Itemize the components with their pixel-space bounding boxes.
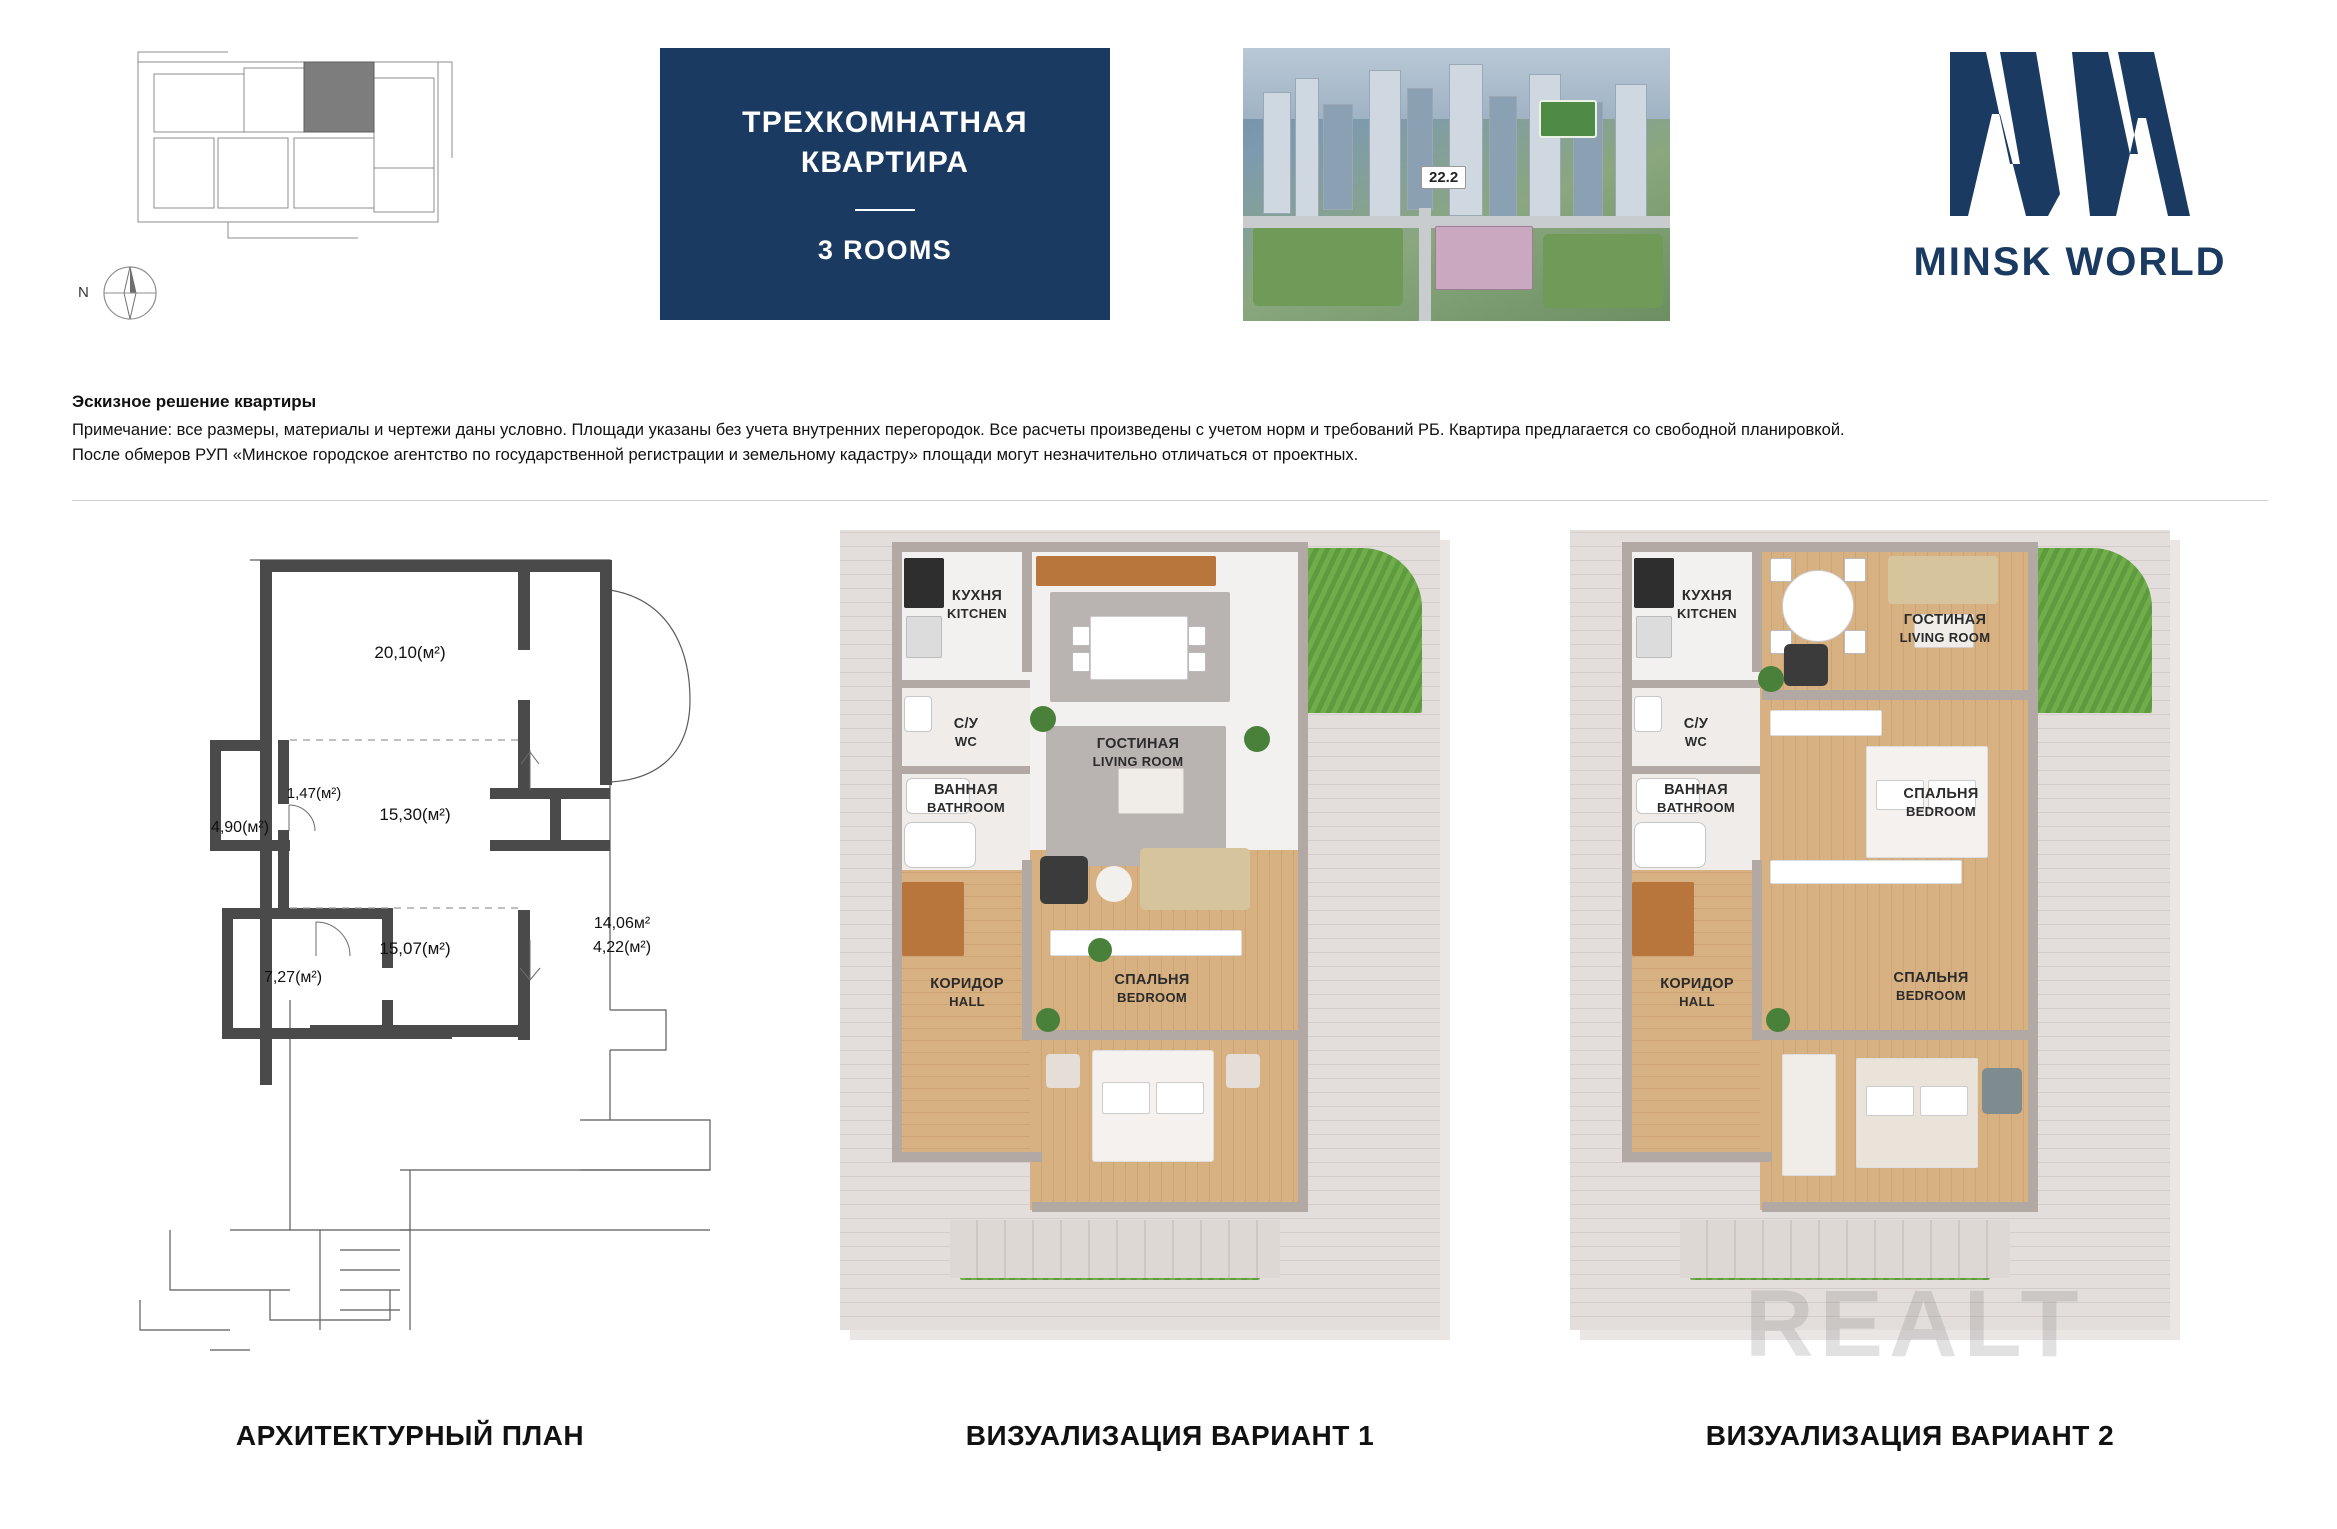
note-block bbox=[72, 392, 2272, 468]
brand-block bbox=[1880, 44, 2260, 324]
aerial-badge: 22.2 bbox=[1421, 166, 1466, 189]
room-label-ru: СПАЛЬНЯ bbox=[1114, 972, 1190, 988]
pillow bbox=[1102, 1082, 1150, 1114]
plant bbox=[1244, 726, 1270, 752]
room-label-en: KITCHEN bbox=[1677, 606, 1737, 621]
room-label-bedroom bbox=[1082, 972, 1222, 1006]
room-label-bathroom bbox=[896, 782, 1036, 816]
header-divider bbox=[72, 500, 2268, 501]
title-en: 3 ROOMS bbox=[817, 234, 953, 265]
wall-top bbox=[1622, 542, 2038, 552]
caption-architectural-plan: АРХИТЕКТУРНЫЙ ПЛАН bbox=[235, 1420, 585, 1451]
wall-bath bbox=[1630, 766, 1760, 774]
wall-bottom bbox=[1762, 1202, 2038, 1212]
area-label: 1,47(м²) bbox=[286, 785, 342, 802]
aerial-tower bbox=[1323, 104, 1353, 210]
room-label-ru: ГОСТИНАЯ bbox=[1096, 736, 1180, 752]
wall-bottom bbox=[1032, 1202, 1308, 1212]
desk bbox=[1770, 710, 1882, 736]
room-label-bedroom-1 bbox=[1866, 786, 2016, 820]
pillow bbox=[1920, 1086, 1968, 1116]
note-line-1: Примечание: все размеры, материалы и чертежи даны условно. Площади указаны без учета внутренних перегородок. Все расчеты произведены с учетом норм и требований РБ. Квартира предлагается со свободной планировкой. bbox=[72, 421, 1845, 439]
room-label-kitchen bbox=[1652, 588, 1762, 622]
dining-table bbox=[1090, 616, 1188, 680]
sofa bbox=[1888, 556, 1998, 604]
grass-area bbox=[2022, 548, 2152, 713]
area-label: 14,06м² bbox=[593, 915, 651, 932]
bathtub bbox=[1634, 822, 1706, 868]
bathtub bbox=[904, 822, 976, 868]
room-label-wc bbox=[906, 716, 1026, 750]
chair bbox=[1844, 630, 1866, 654]
wall-top bbox=[892, 542, 1308, 552]
pillow bbox=[1866, 1086, 1914, 1116]
room-label-ru: СПАЛЬНЯ bbox=[1893, 970, 1969, 986]
room-label-ru: КУХНЯ bbox=[1681, 588, 1733, 604]
wardrobe bbox=[1782, 1054, 1836, 1176]
room-label-ru: С/У bbox=[953, 716, 979, 732]
tv-console bbox=[1050, 930, 1242, 956]
wall-living-bottom bbox=[1762, 690, 2038, 700]
tv-console bbox=[1770, 860, 1962, 884]
kitchen-counter bbox=[1036, 556, 1216, 586]
plant bbox=[1758, 666, 1784, 692]
grass-area bbox=[1292, 548, 1422, 713]
aerial-tower bbox=[1295, 78, 1319, 220]
room-label-wc bbox=[1636, 716, 1756, 750]
wardrobe bbox=[902, 882, 964, 956]
aerial-site-photo bbox=[1243, 48, 1670, 321]
aerial-tower bbox=[1529, 74, 1561, 226]
room-label-bathroom bbox=[1626, 782, 1766, 816]
minsk-world-logo-icon bbox=[1940, 44, 2200, 224]
wall-wc bbox=[900, 680, 1030, 688]
note-title: Эскизное решение квартиры bbox=[72, 392, 317, 411]
nightstand bbox=[1226, 1054, 1260, 1088]
sink bbox=[1636, 616, 1672, 658]
room-label-ru: С/У bbox=[1683, 716, 1709, 732]
aerial-tower bbox=[1449, 64, 1483, 216]
aerial-tower bbox=[1369, 70, 1401, 222]
room-label-en: HALL bbox=[1679, 994, 1715, 1009]
room-label-ru: КОРИДОР bbox=[1660, 976, 1734, 992]
wall-bath bbox=[900, 766, 1030, 774]
title-divider bbox=[855, 209, 915, 211]
armchair bbox=[1040, 856, 1088, 904]
area-label: 15,07(м²) bbox=[379, 939, 451, 958]
wall-right bbox=[1298, 542, 1308, 1212]
area-label: 4,22(м²) bbox=[592, 939, 652, 956]
header bbox=[0, 0, 2337, 370]
room-label-ru: КУХНЯ bbox=[951, 588, 1003, 604]
room-label-ru: ВАННАЯ bbox=[1664, 782, 1728, 798]
architectural-plan bbox=[110, 530, 750, 1370]
compass-icon bbox=[78, 262, 183, 324]
room-label-ru: СПАЛЬНЯ bbox=[1903, 786, 1979, 802]
balcony-paving bbox=[950, 1220, 1280, 1278]
pillow bbox=[1156, 1082, 1204, 1114]
wardrobe bbox=[1632, 882, 1694, 956]
wall-right bbox=[2028, 542, 2038, 1212]
room-label-kitchen bbox=[922, 588, 1032, 622]
room-label-en: WC bbox=[954, 734, 978, 749]
sink bbox=[906, 616, 942, 658]
brand-name: MINSK WORLD bbox=[1913, 240, 2227, 284]
chair bbox=[1188, 652, 1206, 672]
aerial-park bbox=[1253, 226, 1403, 306]
aerial-tower bbox=[1263, 92, 1291, 214]
compass-north-label: N bbox=[78, 284, 89, 301]
room-label-ru: КОРИДОР bbox=[930, 976, 1004, 992]
aerial-tower bbox=[1489, 96, 1517, 224]
aerial-tower bbox=[1407, 88, 1433, 210]
room-label-en: KITCHEN bbox=[947, 606, 1007, 621]
wall-bedroom-top bbox=[1032, 1030, 1308, 1040]
title-ru: ТРЕХКОМНАТНАЯ КВАРТИРА bbox=[742, 105, 1028, 179]
area-label: 4,90(м²) bbox=[210, 819, 270, 836]
caption-variant-2: ВИЗУАЛИЗАЦИЯ ВАРИАНТ 2 bbox=[1705, 1420, 2115, 1451]
chair bbox=[1770, 558, 1792, 582]
room-label-en: WC bbox=[1684, 734, 1708, 749]
plant bbox=[1766, 1008, 1790, 1032]
room-label-living-room bbox=[1058, 736, 1218, 770]
room-label-ru: ГОСТИНАЯ bbox=[1903, 612, 1987, 628]
room-label-en: HALL bbox=[949, 994, 985, 1009]
room-label-ru: ВАННАЯ bbox=[934, 782, 998, 798]
aerial-mall bbox=[1435, 226, 1533, 290]
chair bbox=[1072, 626, 1090, 646]
room-label-hall bbox=[902, 976, 1032, 1010]
armchair bbox=[1784, 644, 1828, 686]
wall-hall bbox=[1022, 860, 1032, 1040]
area-label: 15,30(м²) bbox=[379, 805, 451, 824]
wall-left bbox=[1622, 542, 1632, 1162]
area-label: 7,27(м²) bbox=[263, 969, 323, 986]
wall-bedroom-top bbox=[1762, 1030, 2038, 1040]
chair bbox=[1844, 558, 1866, 582]
building-key-plan bbox=[108, 38, 478, 268]
note-line-2: После обмеров РУП «Минское городское агентство по государственной регистрации и земельному кадастру» площади могут незначительно отличаться от проектных. bbox=[72, 446, 1359, 464]
aerial-park bbox=[1543, 234, 1663, 308]
wall-bottom-left bbox=[1622, 1152, 1772, 1162]
aerial-tower bbox=[1615, 84, 1647, 226]
room-label-en: BEDROOM bbox=[1906, 804, 1976, 819]
room-label-en: LIVING ROOM bbox=[1092, 754, 1184, 769]
room-label-en: LIVING ROOM bbox=[1899, 630, 1991, 645]
wall-bottom-left bbox=[892, 1152, 1042, 1162]
chair bbox=[1072, 652, 1090, 672]
wall-left bbox=[892, 542, 902, 1162]
visualization-variant-2 bbox=[1570, 530, 2210, 1380]
area-label: 20,10(м²) bbox=[374, 643, 446, 662]
pouf bbox=[1096, 866, 1132, 902]
room-label-hall bbox=[1632, 976, 1762, 1010]
armchair bbox=[1982, 1068, 2022, 1114]
watermark: REALT bbox=[1745, 1271, 2085, 1377]
coffee-table bbox=[1118, 768, 1184, 814]
room-label-en: BATHROOM bbox=[927, 800, 1005, 815]
aerial-sport-field bbox=[1539, 100, 1597, 138]
plant bbox=[1088, 938, 1112, 962]
apartment-type-title bbox=[660, 48, 1110, 320]
room-label-en: BEDROOM bbox=[1896, 988, 1966, 1003]
aerial-road bbox=[1419, 208, 1431, 321]
room-label-bedroom-2 bbox=[1856, 970, 2006, 1004]
wall-wc bbox=[1630, 680, 1760, 688]
wall-hall bbox=[1752, 860, 1762, 1040]
caption-variant-1: ВИЗУАЛИЗАЦИЯ ВАРИАНТ 1 bbox=[965, 1420, 1375, 1451]
sofa bbox=[1140, 848, 1250, 910]
visualization-variant-1 bbox=[840, 530, 1480, 1380]
nightstand bbox=[1046, 1054, 1080, 1088]
room-label-en: BATHROOM bbox=[1657, 800, 1735, 815]
room-label-en: BEDROOM bbox=[1117, 990, 1187, 1005]
plant bbox=[1036, 1008, 1060, 1032]
plant bbox=[1030, 706, 1056, 732]
chair bbox=[1188, 626, 1206, 646]
room-label-living-room bbox=[1870, 612, 2020, 646]
